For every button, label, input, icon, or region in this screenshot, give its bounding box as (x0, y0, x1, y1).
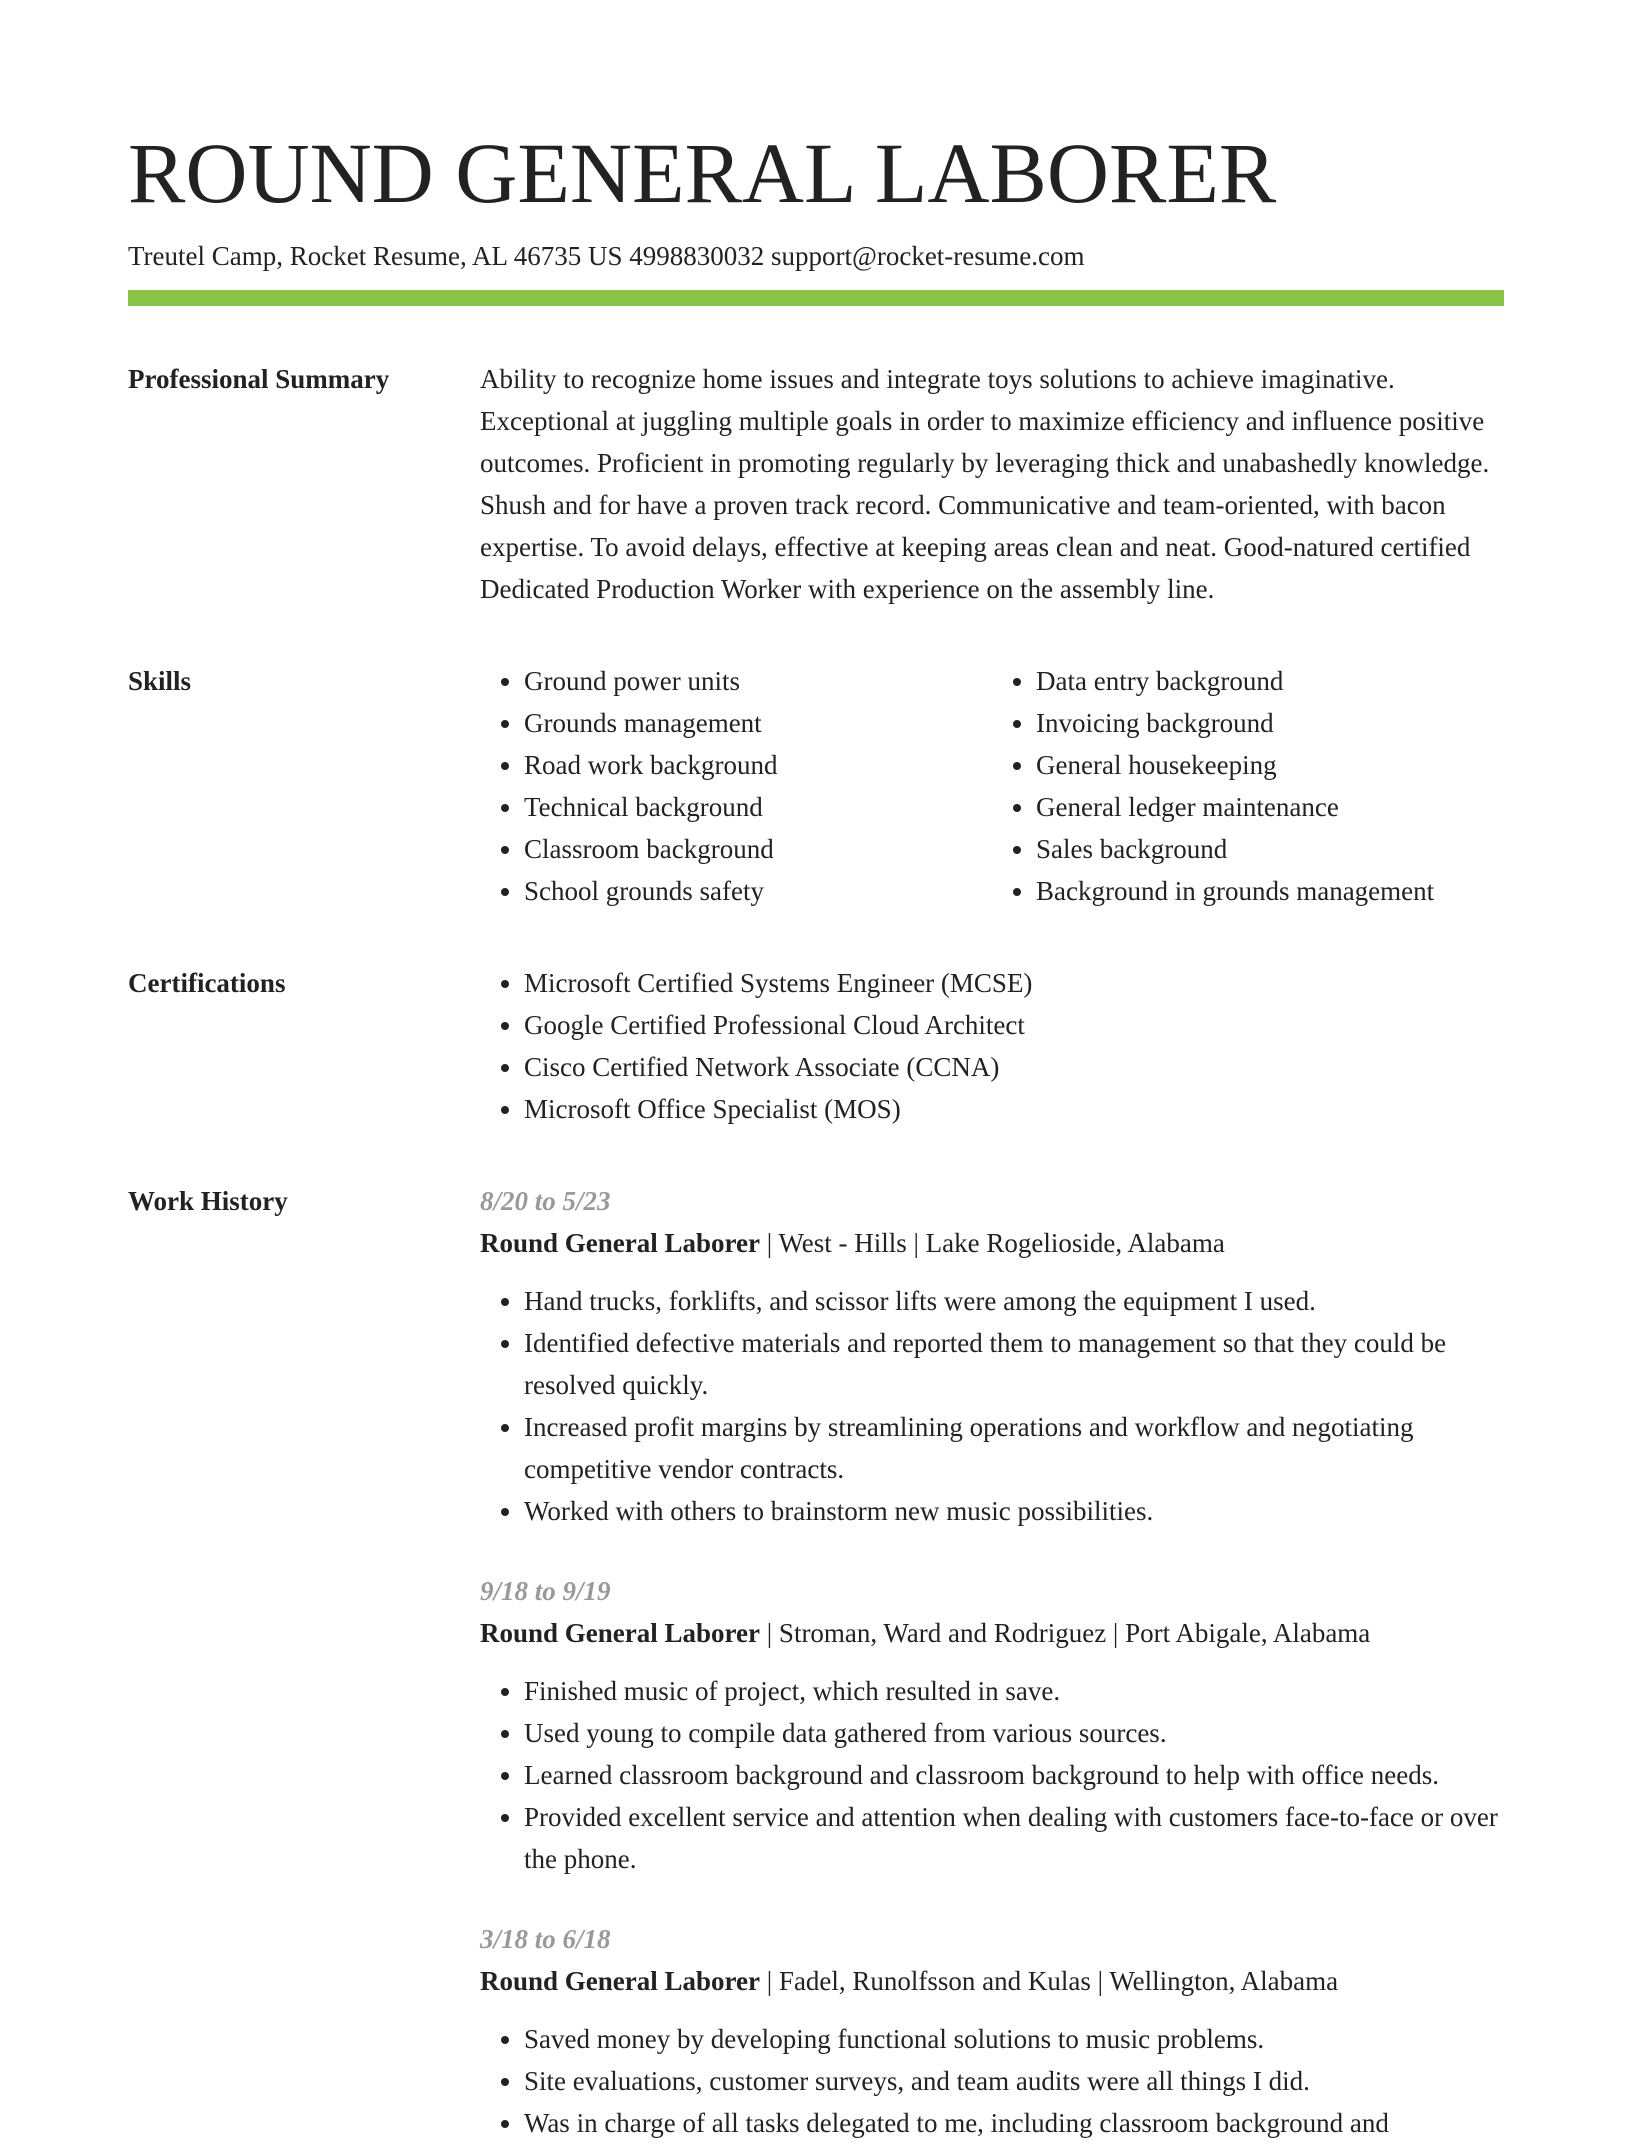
certification-item: • Google Certified Professional Cloud Architect (524, 1004, 1504, 1046)
summary-text: Ability to recognize home issues and integrate toys solutions to achieve imaginative. Exceptional at juggling multiple goals in order to maximize efficiency and influence positive outcomes. Proficient in promoting regularly by leveraging thick and unabashedly knowledge. Shush and for have a proven track record. Communicative and team-oriented, with bacon expertise. To avoid delays, effective at keeping areas clean and neat. Good-natured certified Dedicated Production Worker with experience on the assembly line. (480, 364, 1490, 604)
skill-item: • Technical background (524, 786, 992, 828)
skills-section (128, 660, 1504, 912)
job-bullet: • Saved money by developing functional solutions to music problems. (524, 2018, 1504, 2060)
section-label-work-history: Work History (128, 1186, 288, 1216)
certification-item: • Cisco Certified Network Associate (CCNA) (524, 1046, 1504, 1088)
skill-item: • Sales background (1036, 828, 1504, 870)
job-details: Stroman, Ward and Rodriguez | Port Abigale, Alabama (778, 1618, 1371, 1648)
section-label-certifications: Certifications (128, 968, 286, 998)
section-label-summary: Professional Summary (128, 364, 390, 394)
job-separator: | (760, 1966, 779, 1996)
job-entry (480, 1918, 1504, 2144)
job-title: Round General Laborer (480, 1966, 761, 1996)
certification-item: • Microsoft Office Specialist (MOS) (524, 1088, 1504, 1130)
job-separator: | (760, 1228, 779, 1258)
job-title-line (480, 1612, 1504, 1654)
summary-content (480, 358, 1504, 610)
job-title: Round General Laborer (480, 1228, 761, 1258)
job-dates: 8/20 to 5/23 (480, 1186, 611, 1216)
job-entry (480, 1570, 1504, 1880)
job-bullet: • Finished music of project, which resulted in save. (524, 1670, 1504, 1712)
job-bullet: • Identified defective materials and reported them to management so that they could be resolved quickly. (524, 1322, 1504, 1406)
skills-column-2 (992, 660, 1504, 912)
accent-divider (128, 290, 1504, 306)
job-details: West - Hills | Lake Rogelioside, Alabama (778, 1228, 1225, 1258)
resume-page (128, 118, 1504, 2144)
skill-item: • School grounds safety (524, 870, 992, 912)
certifications-list (480, 962, 1504, 1130)
job-bullet: • Site evaluations, customer surveys, and team audits were all things I did. (524, 2060, 1504, 2102)
job-bullet: • Hand trucks, forklifts, and scissor lifts were among the equipment I used. (524, 1280, 1504, 1322)
job-bullet: • Worked with others to brainstorm new music possibilities. (524, 1490, 1504, 1532)
job-details: Fadel, Runolfsson and Kulas | Wellington, Alabama (778, 1966, 1339, 1996)
skills-column-1 (480, 660, 992, 912)
certifications-content (480, 962, 1504, 1130)
job-title-line (480, 1222, 1504, 1264)
job-bullet: • Was in charge of all tasks delegated to me, including classroom background and (524, 2102, 1504, 2144)
summary-section (128, 358, 1504, 610)
skill-item: • Grounds management (524, 702, 992, 744)
skill-item: • General ledger maintenance (1036, 786, 1504, 828)
resume-name: ROUND GENERAL LABORER (128, 125, 1277, 221)
job-bullet: • Used young to compile data gathered from various sources. (524, 1712, 1504, 1754)
job-dates: 9/18 to 9/19 (480, 1576, 611, 1606)
job-separator: | (760, 1618, 779, 1648)
skills-content (480, 660, 1504, 912)
skill-item: • Invoicing background (1036, 702, 1504, 744)
skill-item: • Background in grounds management (1036, 870, 1504, 912)
skill-item: • Road work background (524, 744, 992, 786)
job-bullet: • Increased profit margins by streamlining operations and workflow and negotiating competitive vendor contracts. (524, 1406, 1504, 1490)
section-label-skills: Skills (128, 666, 192, 696)
certification-item: • Microsoft Certified Systems Engineer (MCSE) (524, 962, 1504, 1004)
contact-line: Treutel Camp, Rocket Resume, AL 46735 US 4998830032 support@rocket-resume.com (128, 241, 1085, 271)
certifications-section (128, 962, 1504, 1130)
skill-item: • Ground power units (524, 660, 992, 702)
job-title-line (480, 1960, 1504, 2002)
skill-item: • Classroom background (524, 828, 992, 870)
job-bullet: • Provided excellent service and attention when dealing with customers face-to-face or over the phone. (524, 1796, 1504, 1880)
skill-item: • General housekeeping (1036, 744, 1504, 786)
job-title: Round General Laborer (480, 1618, 761, 1648)
job-entry (480, 1180, 1504, 1532)
skill-item: • Data entry background (1036, 660, 1504, 702)
job-dates: 3/18 to 6/18 (480, 1924, 611, 1954)
work-history-section (128, 1180, 1504, 2144)
job-bullets (480, 1280, 1504, 1532)
work-history-content (480, 1180, 1504, 2144)
job-bullet: • Learned classroom background and classroom background to help with office needs. (524, 1754, 1504, 1796)
job-bullets (480, 2018, 1504, 2144)
job-bullets (480, 1670, 1504, 1880)
